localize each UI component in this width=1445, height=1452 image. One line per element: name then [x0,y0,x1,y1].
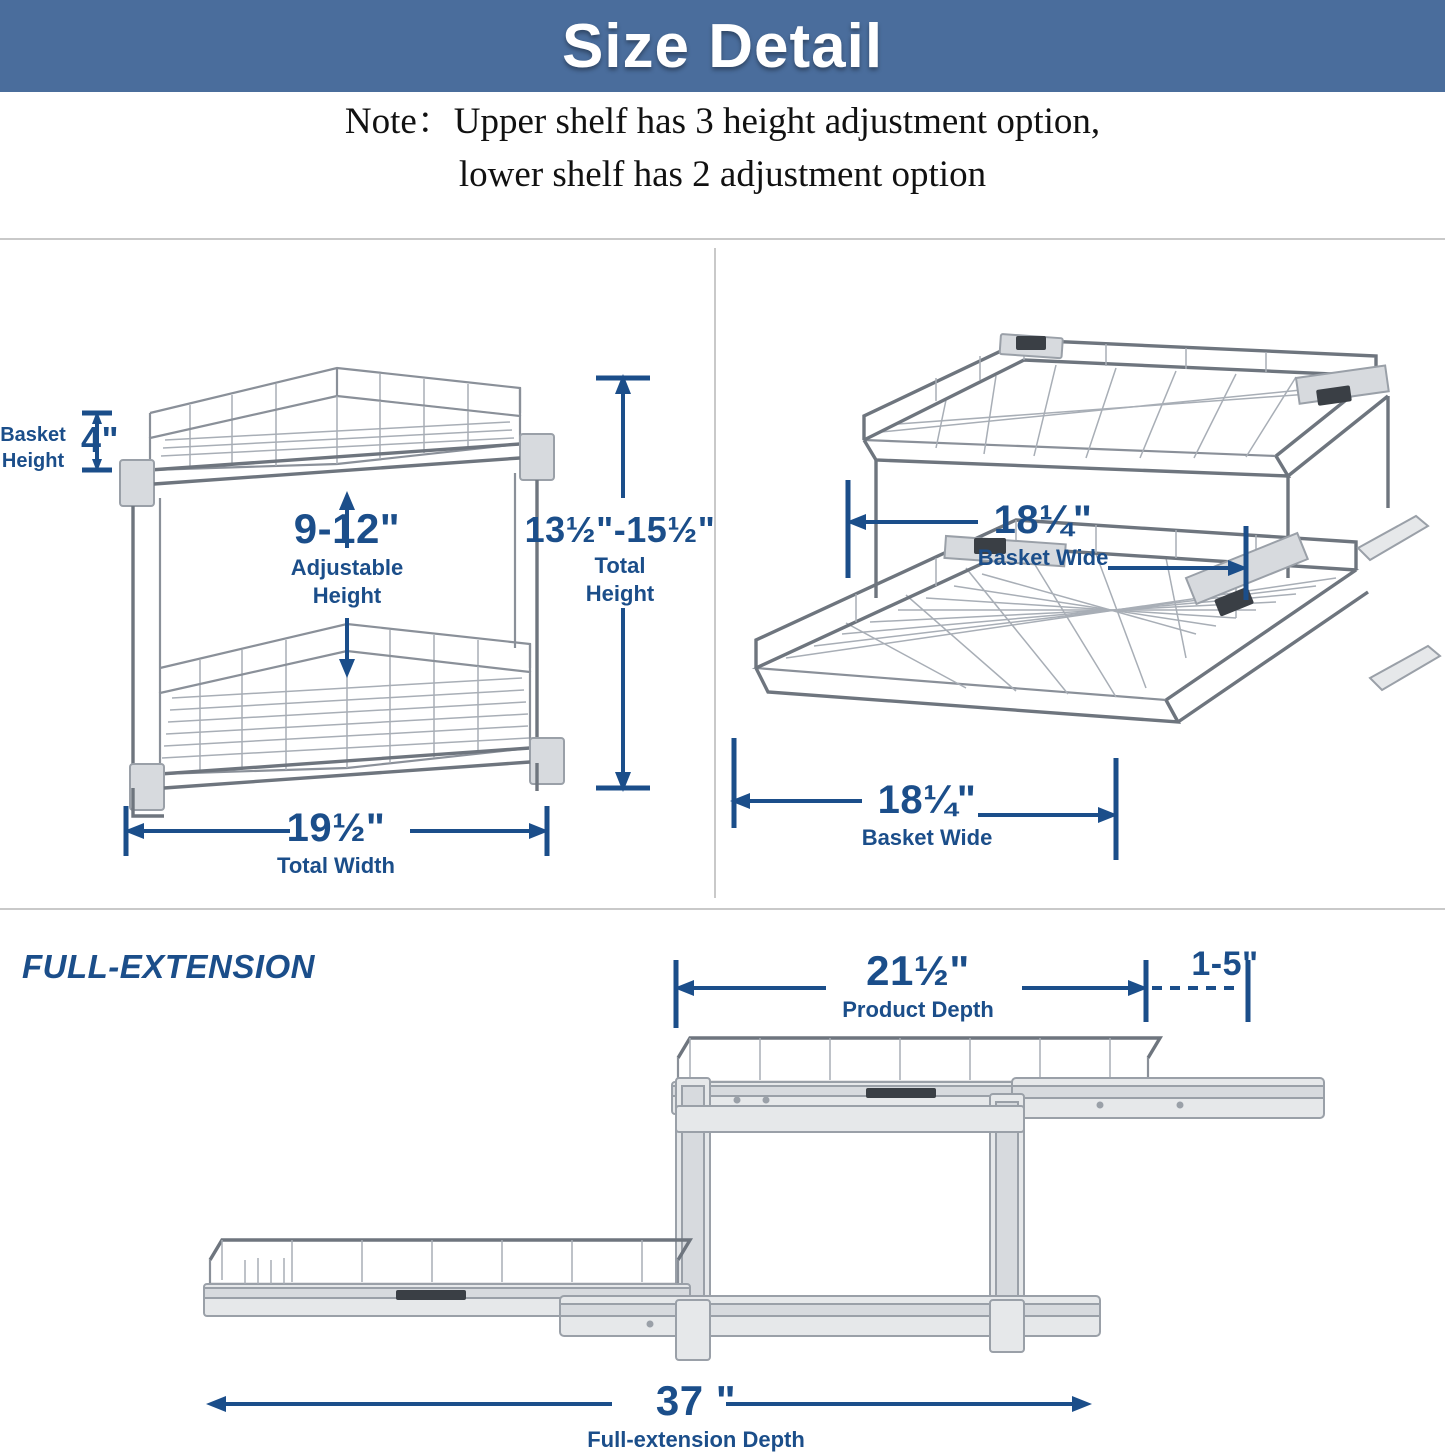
basket-height-value: 4" [80,419,120,460]
note-line-2: lower shelf has 2 adjustment option [458,153,987,195]
upper-basket-wide-value: 18¼" [993,498,1093,542]
header-banner [0,0,1445,92]
basket-height-caption-2: Height [1,450,65,472]
total-height-caption-2: Height [585,580,655,606]
total-width-caption: Total Width [277,853,395,878]
iso-view-panel [716,248,1445,898]
adjustable-height-caption-1: Adjustable [290,555,404,581]
total-width-value: 19½" [286,806,386,850]
dim-upper-basket-wide-label [958,498,1128,570]
clearance-value: 1-5" [1191,945,1259,983]
dim-product-depth-text [808,948,1028,1022]
lower-basket-wide-value: 18¼" [877,778,977,822]
divider-top [0,238,1445,240]
page-title: Size Detail [561,11,884,81]
iso-view-drawing [716,248,1445,898]
extension-view-drawing [0,910,1445,1445]
dim-total-width-label [236,806,436,878]
full-extension-heading: FULL-EXTENSION [22,948,315,985]
dim-adjustable-height-label [227,506,467,609]
lower-basket-wide-caption: Basket Wide [861,825,993,850]
product-depth-caption: Product Depth [842,997,994,1023]
note-line-1: Note：Upper shelf has 3 height adjustment option, [344,101,1101,142]
product-depth-value: 21½" [866,947,970,994]
dim-basket-height-label [0,420,76,472]
dim-basket-height-value [78,420,122,460]
adjustable-height-value: 9-12" [293,505,401,552]
full-extension-depth-value: 37 " [655,1377,737,1424]
adjustable-height-caption-2: Height [312,583,382,609]
front-view-panel [0,248,714,898]
full-extension-depth-caption: Full-extension Depth [587,1427,805,1452]
total-height-value: 13½"-15½" [524,509,716,550]
basket-height-caption-1: Basket [0,424,66,446]
total-height-caption-1: Total [594,552,646,578]
dim-full-extension-depth-text [546,1378,846,1452]
extension-view-panel [0,910,1445,1445]
dim-clearance-text [1150,946,1300,983]
upper-basket-wide-caption: Basket Wide [977,545,1109,570]
dim-lower-basket-wide-label [842,778,1012,850]
note-block [0,96,1445,201]
dim-total-height-label [520,510,720,606]
